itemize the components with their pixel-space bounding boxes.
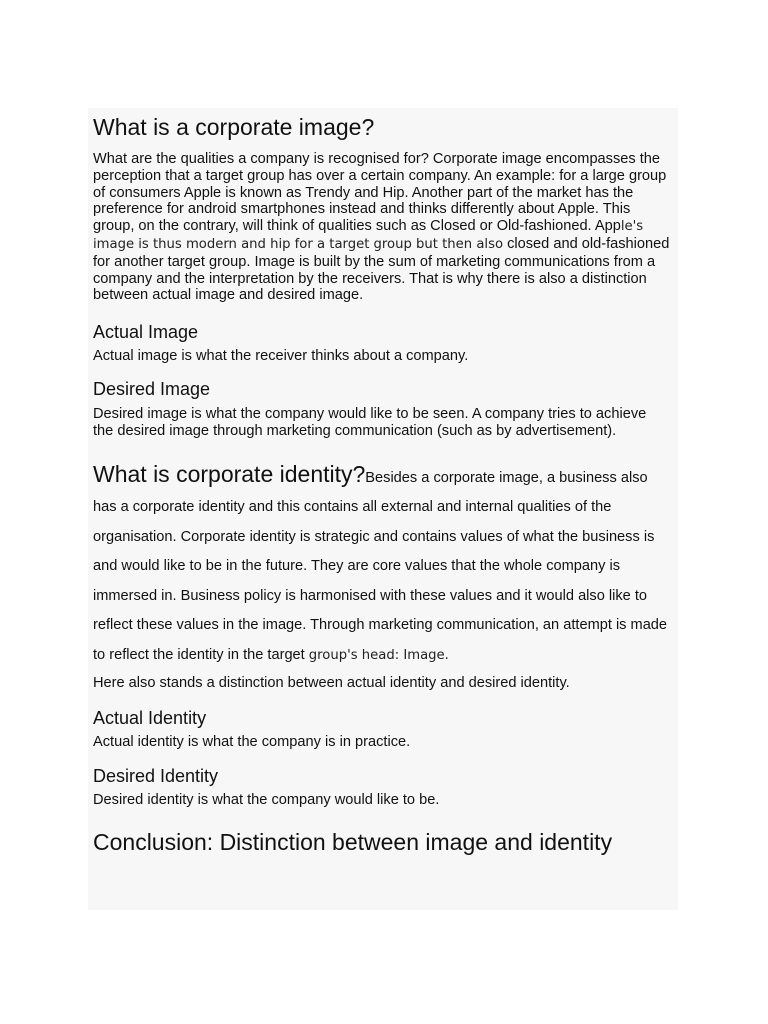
paragraph-corporate-image-part2: le's image is thus modern and hip for a target group but then also xyxy=(93,219,644,252)
paragraph-desired-identity: Desired identity is what the company would like to be. xyxy=(93,791,440,808)
heading-actual-image: Actual Image xyxy=(93,322,199,343)
document-content xyxy=(93,108,675,855)
paragraph-actual-identity: Actual identity is what the company is in practice. xyxy=(93,733,411,750)
paragraph-actual-image: Actual image is what the receiver thinks about a company. xyxy=(93,348,469,365)
heading-conclusion: Conclusion: Distinction between image and identity xyxy=(93,829,613,856)
paragraph-corporate-image xyxy=(93,151,673,304)
heading-desired-identity: Desired Identity xyxy=(93,765,219,786)
heading-actual-identity: Actual Identity xyxy=(93,707,207,728)
paragraph-corporate-image-part3: closed and old-fashioned for another target group. Image is built by the sum of marketing communications from a company and the interpretation by the receivers. That is why there is also a distinction between actual image and desired image. xyxy=(93,235,670,304)
paragraph-corporate-identity-part1: Besides a corporate image, a business also has a corporate identity and this contains all external and internal qualities of the organisation. Corporate identity is strategic and contains values of what the business is and would like to be in the future. They are core values that the whole company is immersed in. Business policy is harmonised with these values and it would also like to reflect these values in the image. Through marketing communication, an attempt is made to reflect the identity in the target xyxy=(93,469,668,663)
document-panel xyxy=(88,108,678,910)
heading-desired-image: Desired Image xyxy=(93,378,211,399)
paragraph-desired-image: Desired image is what the company would like to be seen. A company tries to achieve the desired image through marketing communication (such as by advertisement). xyxy=(93,405,647,439)
heading-corporate-image: What is a corporate image? xyxy=(93,114,375,140)
paragraph-identity-distinction: Here also stands a distinction between actual identity and desired identity. xyxy=(93,675,570,692)
paragraph-corporate-image-part1: What are the qualities a company is recognised for? Corporate image encompasses the perception that a target group has over a certain company. An example: for a large group of consumers Apple is known as Trendy and Hip. Another part of the market has the preference for android smartphones instead and thinks differently about Apple. This group, on the contrary, will think of qualities such as Closed or Old-fashioned. App xyxy=(93,151,667,235)
paragraph-corporate-identity-part2: group's head: Image. xyxy=(308,647,449,663)
heading-corporate-identity: What is corporate identity? xyxy=(93,460,366,487)
paragraph-corporate-identity xyxy=(93,460,675,671)
